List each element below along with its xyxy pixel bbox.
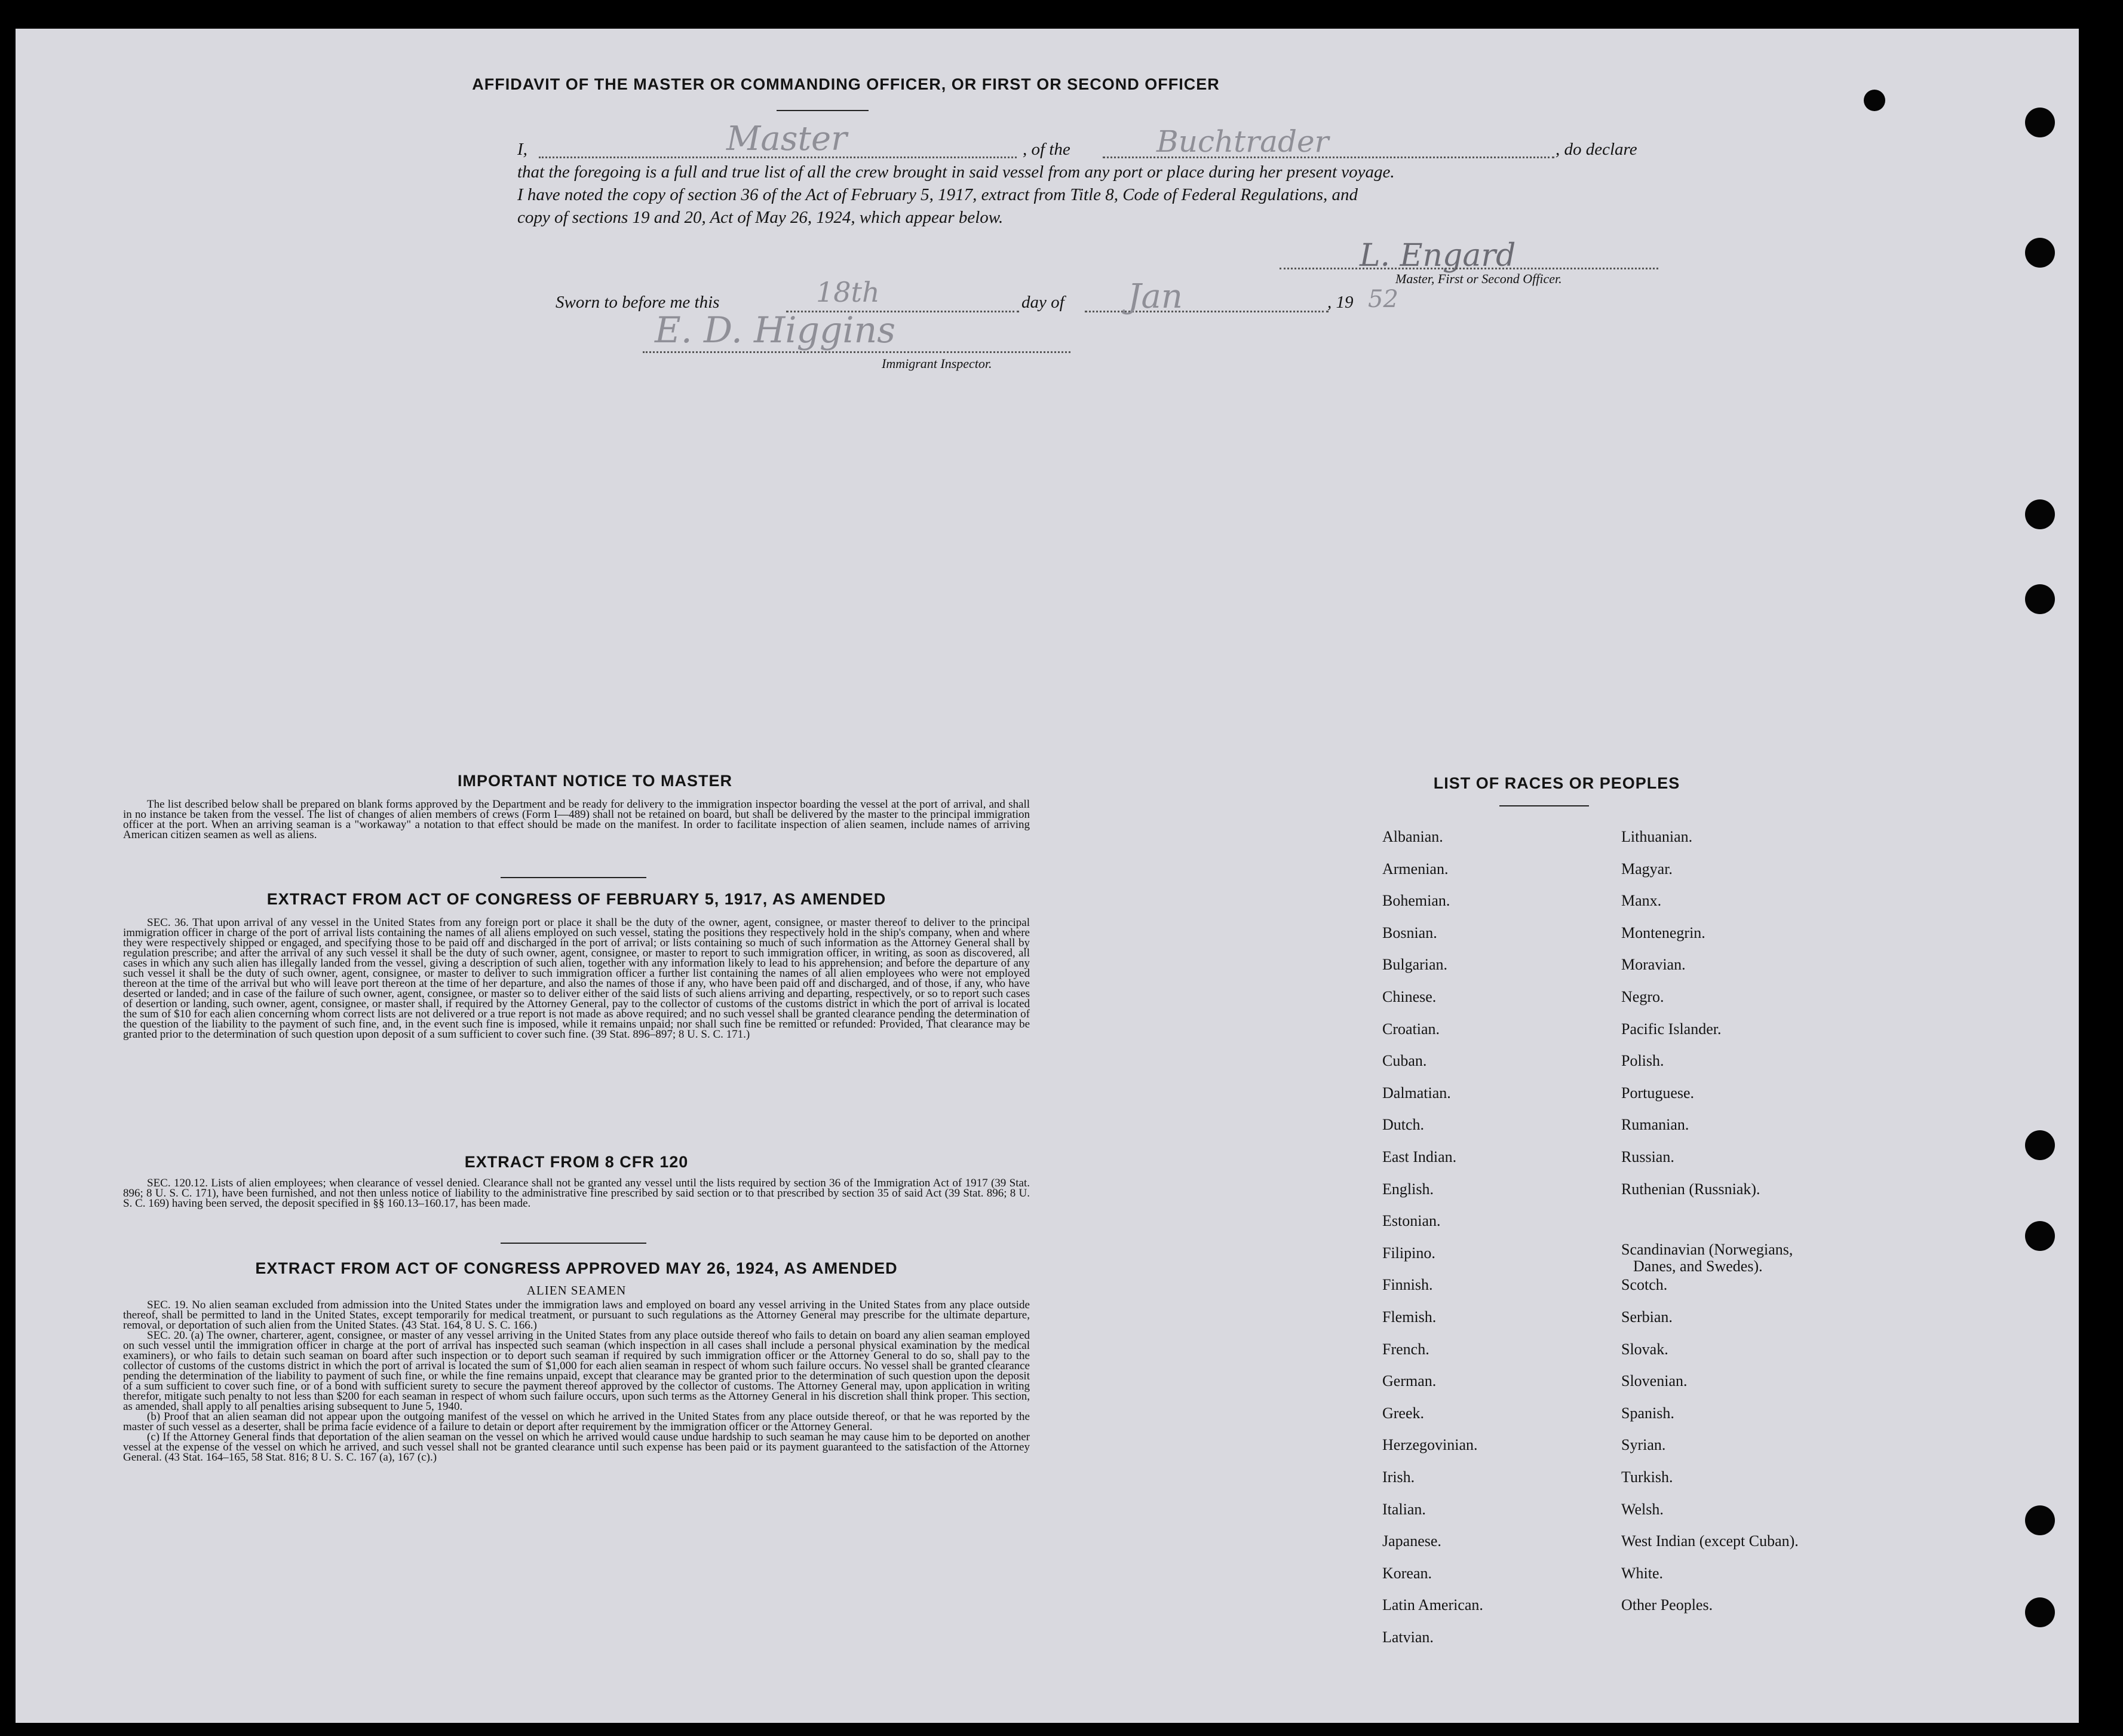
punch-hole [2025,1597,2055,1627]
notice-title: IMPORTANT NOTICE TO MASTER [458,772,732,790]
race-item: Moravian. [1621,956,1686,973]
race-item: German. [1382,1372,1437,1390]
race-item: Greek. [1382,1404,1425,1422]
race-item: Italian. [1382,1501,1426,1518]
race-item: Albanian. [1382,828,1443,845]
document-page [16,29,2079,1723]
race-item: Scotch. [1621,1276,1668,1293]
race-item: Polish. [1621,1052,1664,1069]
races-title: LIST OF RACES OR PEOPLES [1433,774,1680,792]
punch-hole [2025,108,2055,137]
punch-hole [2025,499,2055,529]
extract-1917-title: EXTRACT FROM ACT OF CONGRESS OF FEBRUARY 5, 1917, AS AMENDED [266,890,886,908]
race-item: Armenian. [1382,860,1449,878]
race-item: Croatian. [1382,1020,1440,1038]
race-item: Dutch. [1382,1116,1425,1133]
inspector-line [643,351,1070,353]
blank-line [1085,311,1329,312]
punch-hole [2025,584,2055,614]
affidavit-title: AFFIDAVIT OF THE MASTER OR COMMANDING OFFICER, OR FIRST OR SECOND OFFICER [472,75,1220,93]
race-item: Serbian. [1621,1308,1673,1326]
race-item: Spanish. [1621,1404,1674,1422]
extract-1924-title: EXTRACT FROM ACT OF CONGRESS APPROVED MAY 26, 1924, AS AMENDED [255,1259,898,1277]
race-item: French. [1382,1341,1429,1358]
race-item: Rumanian. [1621,1116,1689,1133]
race-item: Other Peoples. [1621,1596,1713,1614]
affidavit-line-4: copy of sections 19 and 20, Act of May 26, 1924, which appear below. [517,208,1004,227]
divider [1499,805,1589,806]
race-item: Magyar. [1621,860,1673,878]
day-of-label: day of [1021,293,1064,312]
handwritten-month: Jan [1128,277,1183,316]
extract-cfr-body: SEC. 120.12. Lists of alien employees; when clearance of vessel denied. Clearance shall not be granted any vessel until the lists required by section 36 of the Immigration Act of 1917 (39 Stat. 896; 8 U. S. C. 171), have been furnished, and not then unless notice of liability to the administrative fine prescribed by said section or to that prescribed by section 35 of said Act (39 Stat. 896; 8 U. S. C. 169) having been served, the deposit specified in §§ 160.13–160.17, has been made. [123,1177,1030,1210]
race-item: Bulgarian. [1382,956,1448,973]
race-item: Danes, and Swedes). [1633,1257,1763,1275]
sworn-label: Sworn to before me this [556,293,720,312]
signature-line [1280,268,1658,269]
sec-20a-paragraph: SEC. 20. (a) The owner, charterer, agent, consignee, or master of any vessel arriving in the United States from any place outside thereof who fails to detain on board any alien seaman employed on such vessel until the immigration officer in charge at the port of arrival has inspected such seaman (which inspection in all cases shall include a personal physical examination by the medical examiners), or who fails to detain such seaman on board after such inspection or to deport such seaman if required by such immigration officer or the Attorney General to do so, shall pay to the collector of customs of the customs district in which the port of arrival is located the sum of $1,000 for each alien seaman in respect of whom such failure occurs. No vessel shall be granted clearance pending the determination of the liability to payment of such fine, or while the fine remains unpaid, except that clearance may be granted prior to the determination of such question upon the deposit of a sum sufficient to cover such fine, or of a bond with sufficient surety to secure the payment thereof approved by the collector of customs. The Attorney General may, upon application in writing therefor, mitigate such penalty to not less than $200 for each seaman in respect of whom such failure occurs, upon such terms as the Attorney General in his discretion shall think proper. This section, as amended, shall apply to all penalties arising subsequent to June 5, 1940. [123,1329,1030,1413]
race-item: Chinese. [1382,988,1437,1005]
handwritten-vessel: Buchtrader [1156,124,1329,159]
handwritten-inspector: E. D. Higgins [655,309,896,351]
race-item: Finnish. [1382,1276,1433,1293]
race-item: Korean. [1382,1565,1432,1582]
do-declare-label: , do declare [1556,140,1637,159]
notice-body: The list described below shall be prepared on blank forms approved by the Department and be ready for delivery to the immigration inspector boarding the vessel at the port of arrival, and shall in no instance be taken from the vessel. The list of changes of alien members of crews (Form I—489) shall not be retained on board, but shall be delivered by the master to the principal immigration officer at the port. When an arriving seaman is a "workaway" a notation to that effect should be made on the manifest. In order to facilitate inspection of alien seamen, include names of arriving American citizen seamen as well as aliens. [123,798,1030,841]
race-item: Turkish. [1621,1468,1673,1486]
affidavit-line-3: I have noted the copy of section 36 of the Act of February 5, 1917, extract from Title 8, Code of Federal Regulations, and [517,185,1358,204]
race-item: Syrian. [1621,1436,1666,1453]
race-item: Japanese. [1382,1532,1441,1550]
race-item: Irish. [1382,1468,1415,1486]
handwritten-day: 18th [816,276,880,308]
race-item: Herzegovinian. [1382,1436,1478,1453]
extract-1924-body [123,1300,1030,1462]
punch-hole [2025,1221,2055,1251]
race-item: Slovenian. [1621,1372,1688,1390]
divider [501,1243,646,1244]
race-item: Pacific Islander. [1621,1020,1722,1038]
race-item: Filipino. [1382,1244,1435,1262]
race-item: Slovak. [1621,1341,1668,1358]
race-item: Bohemian. [1382,892,1450,909]
race-item: Cuban. [1382,1052,1427,1069]
extract-cfr-title: EXTRACT FROM 8 CFR 120 [464,1153,689,1171]
race-item: Welsh. [1621,1501,1664,1518]
divider [777,110,869,111]
handwritten-signature: L. Engard [1360,238,1516,274]
sec-20b-paragraph: (b) Proof that an alien seaman did not appear upon the outgoing manifest of the vessel on which he arrived in the United States from any place outside thereof, or that he was reported by the master of such vessel as a deserter, shall be prima facie evidence of a failure to detain or deport after requirement by the immigration officer or the Attorney General. [123,1410,1030,1433]
year-prefix: , 19 [1327,293,1354,312]
affidavit-i-label: I, [517,140,527,159]
punch-hole [1864,90,1885,111]
sec-19-paragraph: SEC. 19. No alien seaman excluded from admission into the United States under the immigration laws and employed on board any vessel arriving in the United States from any place outside thereof, shall be permitted to land in the United States, except temporarily for medical treatment, or pursuant to such regulations as the Attorney General may prescribe for the ultimate departure, removal, or deportation of such alien from the United States. (43 Stat. 164, 8 U. S. C. 166.) [123,1299,1030,1332]
race-item: Estonian. [1382,1212,1441,1229]
race-item: Latin American. [1382,1596,1483,1614]
race-item: Scandinavian (Norwegians, [1621,1241,1793,1258]
race-item: West Indian (except Cuban). [1621,1532,1799,1550]
race-item: White. [1621,1565,1664,1582]
divider [501,877,646,878]
race-item: Russian. [1621,1148,1674,1165]
handwritten-title: Master [726,119,847,158]
race-item: English. [1382,1180,1434,1198]
of-the-label: , of the [1023,140,1070,159]
extract-1917-body: SEC. 36. That upon arrival of any vessel in the United States from any foreign port or place it shall be the duty of the owner, agent, consignee, or master thereof to deliver to the principal immigration officer in charge of the port of arrival lists containing the names of all aliens employed on such vessel, stating the positions they respectively hold in the ship's company, when and where they were respectively shipped or engaged, and specifying those to be paid off and discharged in the port of arrival; or lists containing so much of such information as the Attorney General shall by regulation prescribe; and after the arrival of any such vessel it shall be the duty of such owner, agent, consignee, or master to report to such immigration officer, in writing, as soon as discovered, all cases in which any such alien has illegally landed from the vessel, giving a description of such alien, together with any information likely to lead to his apprehension; and before the departure of any such vessel it shall be the duty of such owner, agent, consignee, or master to deliver to such immigration officer a further list containing the names of all alien employees who were not employed thereon at the time of the arrival but who will leave port thereon at the time of her departure, and also the names of those if any, who have been paid off and discharged, and of those, if any, who have deserted or landed; and in case of the failure of such owner, agent, consignee, or master so to deliver either of the said lists of such aliens arriving and departing, respectively, or so to report such cases of desertion or landing, such owner, agent, consignee, or master shall, if required by the Attorney General, pay to the collector of customs of the customs district in which the port of arrival is located the sum of $10 for each alien concerning whom correct lists are not delivered or a true report is not made as above required; and no such vessel shall be granted clearance pending the determination of the question of the liability to the payment of such fine, and, in the event such fine is imposed, while it remains unpaid; nor shall such fine be remitted or refunded: Provided, That clearance may be granted prior to the determination of such question upon deposit of a sum sufficient to cover such fine. (39 Stat. 896–897; 8 U. S. C. 171.) [123,916,1030,1041]
race-item: Negro. [1621,988,1664,1005]
punch-hole [2025,238,2055,268]
race-item: Latvian. [1382,1628,1434,1646]
inspector-caption: Immigrant Inspector. [882,356,992,371]
race-item: Manx. [1621,892,1662,909]
affidavit-line-2: that the foregoing is a full and true list of all the crew brought in said vessel from any port or place during her present voyage. [517,162,1395,182]
extract-1924-subtitle: ALIEN SEAMEN [526,1283,627,1298]
race-item: Montenegrin. [1621,924,1705,941]
race-item: Dalmatian. [1382,1084,1451,1102]
race-item: Flemish. [1382,1308,1437,1326]
race-item: Lithuanian. [1621,828,1693,845]
race-item: Portuguese. [1621,1084,1695,1102]
race-item: Bosnian. [1382,924,1437,941]
handwritten-year: 52 [1368,286,1398,313]
race-item: Ruthenian (Russniak). [1621,1180,1760,1198]
punch-hole [2025,1130,2055,1160]
race-item: East Indian. [1382,1148,1457,1165]
sec-20c-paragraph: (c) If the Attorney General finds that deportation of the alien seaman on the vessel on which he arrived would cause undue hardship to such seaman he may cause him to be deported on another vessel at the expense of the vessel on which he arrived, and such vessel shall not be granted clearance until such expense has been paid or its payment guaranteed to the satisfaction of the Attorney General. (43 Stat. 164–165, 58 Stat. 816; 8 U. S. C. 167 (a), 167 (c).) [123,1431,1030,1464]
punch-hole [2025,1505,2055,1535]
signature-caption: Master, First or Second Officer. [1395,271,1562,286]
